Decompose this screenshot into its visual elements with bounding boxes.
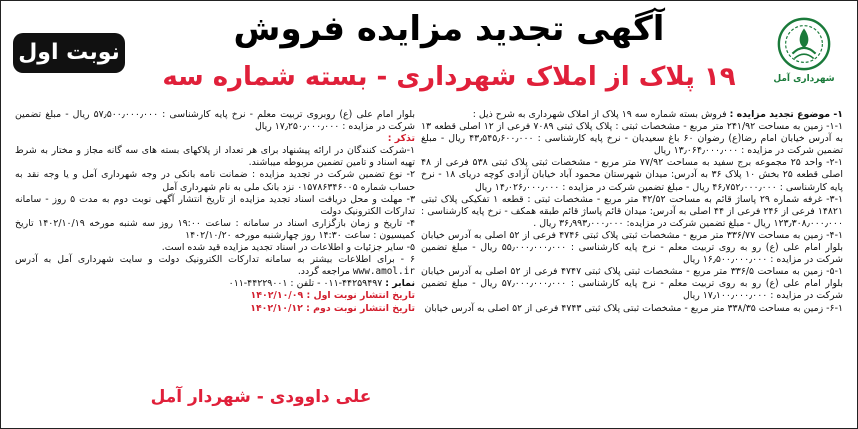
notice-subtitle: ۱۹ پلاک از املاک شهرداری - بسته شماره سه xyxy=(162,62,736,92)
notice-right-column xyxy=(421,109,843,399)
pub1-date: ۱۴۰۲/۱۰/۰۹ xyxy=(250,290,307,302)
first-publication-date xyxy=(15,290,415,302)
notice-title: آگهی تجدید مزایده فروش xyxy=(233,9,665,49)
pub2-label: تاریخ انتشار نوبت دوم : xyxy=(306,302,415,314)
municipality-logo xyxy=(765,15,843,84)
amol-emblem-icon xyxy=(775,15,833,73)
note-item: ۳- مهلت و محل دریافت اسناد تجدید مزایده از تاریخ انتشار آگهی نوبت دوم به مدت ۵ روز - سامانه تدارکات الکترونیک دولت xyxy=(15,193,415,217)
lot-item-continued: بلوار امام علی (ع) روبروی تربیت معلم - نرخ پایه کارشناسی : ۵۷٫۵۰۰٫۰۰۰٫۰۰۰ ریال - مبلغ تضمین شرکت در مزایده : ۱۷٫۲۵۰٫۰۰۰٫۰۰۰ ریال xyxy=(15,109,415,133)
pub2-date: ۱۴۰۲/۱۰/۱۲ xyxy=(250,302,307,314)
notice-left-column xyxy=(15,109,415,371)
first-round-badge: نوبت اول xyxy=(13,33,125,73)
logo-caption: شهرداری آمل xyxy=(773,74,835,84)
second-publication-date xyxy=(15,303,415,315)
note-item: ۲- نوع تضمین شرکت در تجدید مزایده : ضمانت نامه بانکی در وجه شهرداری آمل و یا وجه نقد به حساب شماره ۰۱۵۷۸۶۳۴۶۰۰۵ نزد بانک ملی به نام شهرداری آمل xyxy=(15,169,415,193)
contact-line xyxy=(15,278,415,290)
lot-item: ۲-۱- واحد ۲۵ مجموعه برج سفید به مساحت ۷۷/۹۲ متر مربع - مشخصات ثبتی پلاک ثبتی ۵۳۸ فرعی از ۴۸ اصلی قطعه ۲۵ بخش ۱۰ پلاک ۳۶ به آدرس: میدان شهرستان محمود آباد خیابان آزادی کوچه دریای ۱۸ - نرخ پایه کارشناسی : ۴۶٫۷۵۲٫۰۰۰٫۰۰۰ ریال - مبلغ تضمین شرکت در مزایده : ۱۴٫۰۲۶٫۰۰۰٫۰۰۰ ریال xyxy=(421,157,843,193)
mayor-signature: علی داوودی - شهردار آمل xyxy=(150,387,372,407)
note-item: ۴- تاریخ و زمان بازگزاری اسناد در سامانه : ساعت ۱۹:۰۰ روز سه شنبه مورخه ۱۴۰۲/۱۰/۱۹ تاریخ کمیسیون : ساعت ۱۴:۳۰ روز چهارشنبه مورخه ۱۴۰۲/۱۰/۲۰ xyxy=(15,217,415,241)
note-item: ۱-شرکت کنندگان در ارائه پیشنهاد برای هر تعداد از پلاکهای بسته های سه گانه مجاز و مختار به شرط تهیه اسناد و تامین تضمین مربوطه میباشند. xyxy=(15,145,415,169)
note-item: ۵- سایر جزئیات و اطلاعات در اسناد تجدید مزایده قید شده است. xyxy=(161,242,415,254)
lot-item: ۱-۱- زمین به مساحت ۲۴۱/۹۲ متر مربع - مشخصات ثبتی : پلاک پلاک ثبتی ۷۰۸۹ فرعی از ۱۲ اصلی قطعه ۱۳ به آدرس خیابان امام رضا(ع) رضوان ۶۰ باغ سعیدیان - نرخ پایه کارشناسی : ۴۳٫۵۴۵٫۶۰۰٫۰۰۰ ریال - مبلغ تضمین شرکت در مزایده : ۱۳٫۰۶۴٫۰۰۰٫۰۰۰ ریال xyxy=(421,121,843,157)
subject-label: ۱- موضوع تجدید مزایده : xyxy=(729,109,843,120)
notes-heading: تذکر : xyxy=(387,133,415,145)
note-item-info xyxy=(15,254,415,278)
website-link[interactable]: www.amol.ir xyxy=(352,266,415,278)
subject-text: فروش بسته شماره سه ۱۹ پلاک از املاک شهرداری به شرح ذیل : xyxy=(472,109,730,120)
phone-numbers: ۴۴۲۵۹۴۹۷-۰۱۱ - تلفن : ۴۴۲۲۹۰۰۱-۰۱۱ xyxy=(228,278,386,290)
lot-item: ۴-۱- زمین به مساحت ۳۳۶/۷۷ متر مربع - مشخصات ثبتی پلاک ثبتی ۴۷۴۶ فرعی از ۵۲ اصلی به آدرس خیابان بلوار امام علی (ع) رو به روی تربیت معلم - نرخ پایه کارشناسی : ۵۵٫۰۰۰٫۰۰۰٫۰۰۰ ریال - مبلغ تضمین شرکت در مزایده : ۱۶٫۵۰۰٫۰۰۰٫۰۰۰ ریال xyxy=(421,229,843,266)
lot-item: ۶-۱- زمین به مساحت ۳۳۸/۳۵ متر مربع - مشخصات ثبتی پلاک ثبتی ۴۷۴۳ فرعی از ۵۲ اصلی به آدرس خیابان xyxy=(424,302,843,314)
lot-item: ۳-۱- غرفه شماره ۲۹ پاساژ قائم به مساحت ۴۲/۵۲ متر مربع - مشخصات ثبتی : قطعه ۱ تفکیکی پلاک ثبتی ۱۴۸۲۱ فرعی از ۲۴۶ فرعی از ۴۴ اصلی به آدرس: میدان قائم پاساژ قائم طبقه همکف - نرخ پایه کارشناسی : ۱۲۳٫۳۰۸٫۰۰۰٫۰۰۰ ریال - مبلغ تضمین شرکت در مزایده: ۳۶٫۹۹۳٫۰۰۰٫۰۰۰ ریال . xyxy=(421,193,843,229)
section-subject xyxy=(421,109,843,121)
info-text: ۶ - برای اطلاعات بیشتر به سامانه تدارکات الکترونیک دولت و سایت شهرداری آمل به آدرس xyxy=(15,254,415,266)
info-text-end: مراجعه گردد. xyxy=(297,266,353,278)
pub1-label: تاریخ انتشار نوبت اول : xyxy=(306,290,415,302)
lot-item: ۵-۱- زمین به مساحت ۳۳۶/۵ متر مربع - مشخصات ثبتی پلاک ثبتی ۴۷۴۷ فرعی از ۵۲ اصلی به آدرس خیابان بلوار امام علی (ع) رو به روی تربیت معلم - نرخ پایه کارشناسی : ۵۷٫۰۰۰٫۰۰۰٫۰۰۰ ریال - مبلغ تضمین شرکت در مزایده : ۱۷٫۱۰۰٫۰۰۰٫۰۰۰ ریال xyxy=(421,266,843,302)
fax-label: نمابر : xyxy=(385,278,415,290)
